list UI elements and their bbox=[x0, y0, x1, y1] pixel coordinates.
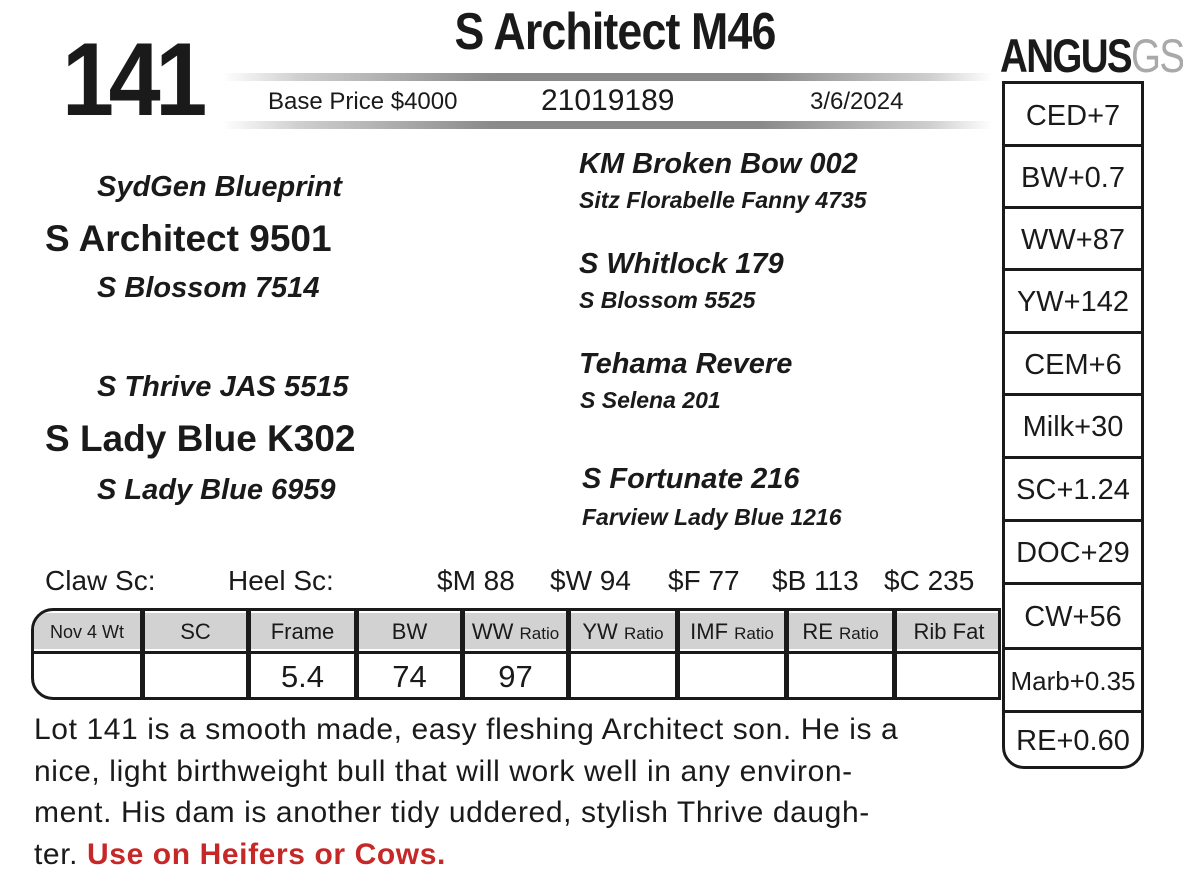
table-header-bw: BW bbox=[359, 613, 460, 649]
table-header-frame: Frame bbox=[251, 613, 354, 649]
table-header-rib-fat: Rib Fat bbox=[897, 613, 1001, 649]
index-f: $F 77 bbox=[668, 565, 740, 596]
table-header-imf-ratio: IMF Ratio bbox=[680, 613, 784, 649]
table-value-ww-ratio: 97 bbox=[498, 659, 533, 694]
table-header-divider bbox=[34, 651, 998, 654]
table-value-nov-wt bbox=[34, 658, 140, 696]
pedigree-sire-sire: SydGen Blueprint bbox=[97, 171, 342, 203]
header-rule-top bbox=[222, 73, 992, 81]
epd-panel bbox=[1002, 81, 1144, 769]
epd-marb: Marb+0.35 bbox=[1010, 666, 1136, 696]
table-header-re-ratio: RE Ratio bbox=[789, 613, 892, 649]
table-value-re-ratio bbox=[789, 658, 892, 696]
table-header-ww-ratio: WW Ratio bbox=[465, 613, 566, 649]
table-header-nov-wt: Nov 4 Wt bbox=[34, 613, 140, 649]
header-rule-bottom bbox=[222, 121, 992, 129]
logo-main: ANGUS bbox=[1000, 29, 1131, 82]
lot-number: 141 bbox=[62, 22, 202, 138]
table-value-rib-fat bbox=[897, 658, 1001, 696]
lot-description bbox=[34, 709, 984, 875]
table-value-imf-ratio bbox=[680, 658, 784, 696]
table-value-sc bbox=[145, 658, 246, 696]
pedigree-dam-dam: S Lady Blue 6959 bbox=[97, 474, 336, 506]
pedigree-ds-sire: Tehama Revere bbox=[579, 348, 793, 380]
description-line: ment. His dam is another tidy uddered, stylish Thrive daugh- bbox=[34, 796, 870, 829]
epd-cw: CW+56 bbox=[1024, 601, 1122, 633]
table-header-yw-ratio: YW Ratio bbox=[571, 613, 675, 649]
pedigree-ss-sire: KM Broken Bow 002 bbox=[579, 148, 858, 180]
epd-doc: DOC+29 bbox=[1016, 537, 1130, 569]
table-value-yw-ratio bbox=[571, 658, 675, 696]
description-line: nice, light birthweight bull that will work well in any environ- bbox=[34, 754, 853, 788]
pedigree-dd-dam: Farview Lady Blue 1216 bbox=[582, 504, 842, 530]
pedigree-ds-dam: S Selena 201 bbox=[580, 387, 721, 413]
epd-sc: SC+1.24 bbox=[1016, 474, 1130, 506]
pedigree-sd-sire: S Whitlock 179 bbox=[579, 248, 784, 280]
pedigree-dam: S Lady Blue K302 bbox=[45, 418, 356, 459]
angus-gs-logo bbox=[1000, 29, 1183, 82]
index-w: $W 94 bbox=[550, 565, 631, 596]
description-line: ter. Use on Heifers or Cows. bbox=[34, 837, 446, 871]
epd-bw: BW+0.7 bbox=[1021, 162, 1125, 194]
registration-number: 21019189 bbox=[541, 84, 675, 117]
epd-re: RE+0.60 bbox=[1016, 725, 1130, 757]
performance-table bbox=[31, 608, 1001, 700]
pedigree-dam-sire: S Thrive JAS 5515 bbox=[97, 371, 349, 403]
description-line: Lot 141 is a smooth made, easy fleshing Architect son. He is a bbox=[34, 713, 899, 746]
table-value-frame: 5.4 bbox=[280, 659, 325, 694]
index-c: $C 235 bbox=[884, 565, 975, 596]
pedigree-sd-dam: S Blossom 5525 bbox=[579, 287, 756, 313]
table-value-bw: 74 bbox=[392, 659, 427, 694]
base-price: Base Price $4000 bbox=[268, 88, 458, 115]
epd-cem: CEM+6 bbox=[1024, 349, 1122, 381]
pedigree-sire: S Architect 9501 bbox=[45, 218, 332, 259]
usage-recommendation: Use on Heifers or Cows. bbox=[87, 837, 446, 871]
birth-date: 3/6/2024 bbox=[810, 88, 904, 115]
epd-ced: CED+7 bbox=[1025, 100, 1121, 132]
claw-score-label: Claw Sc: bbox=[45, 565, 156, 596]
index-b: $B 113 bbox=[772, 565, 859, 596]
heel-score-label: Heel Sc: bbox=[228, 565, 334, 596]
index-m: $M 88 bbox=[437, 565, 515, 596]
bull-name: S Architect M46 bbox=[454, 3, 776, 61]
epd-ww: WW+87 bbox=[1021, 224, 1125, 256]
logo-suffix: GS bbox=[1130, 29, 1183, 82]
pedigree-dd-sire: S Fortunate 216 bbox=[582, 463, 800, 495]
epd-milk: Milk+30 bbox=[1022, 411, 1124, 443]
table-header-sc: SC bbox=[145, 613, 246, 649]
pedigree-sire-dam: S Blossom 7514 bbox=[97, 272, 320, 304]
pedigree-ss-dam: Sitz Florabelle Fanny 4735 bbox=[579, 187, 867, 213]
epd-yw: YW+142 bbox=[1016, 286, 1130, 318]
